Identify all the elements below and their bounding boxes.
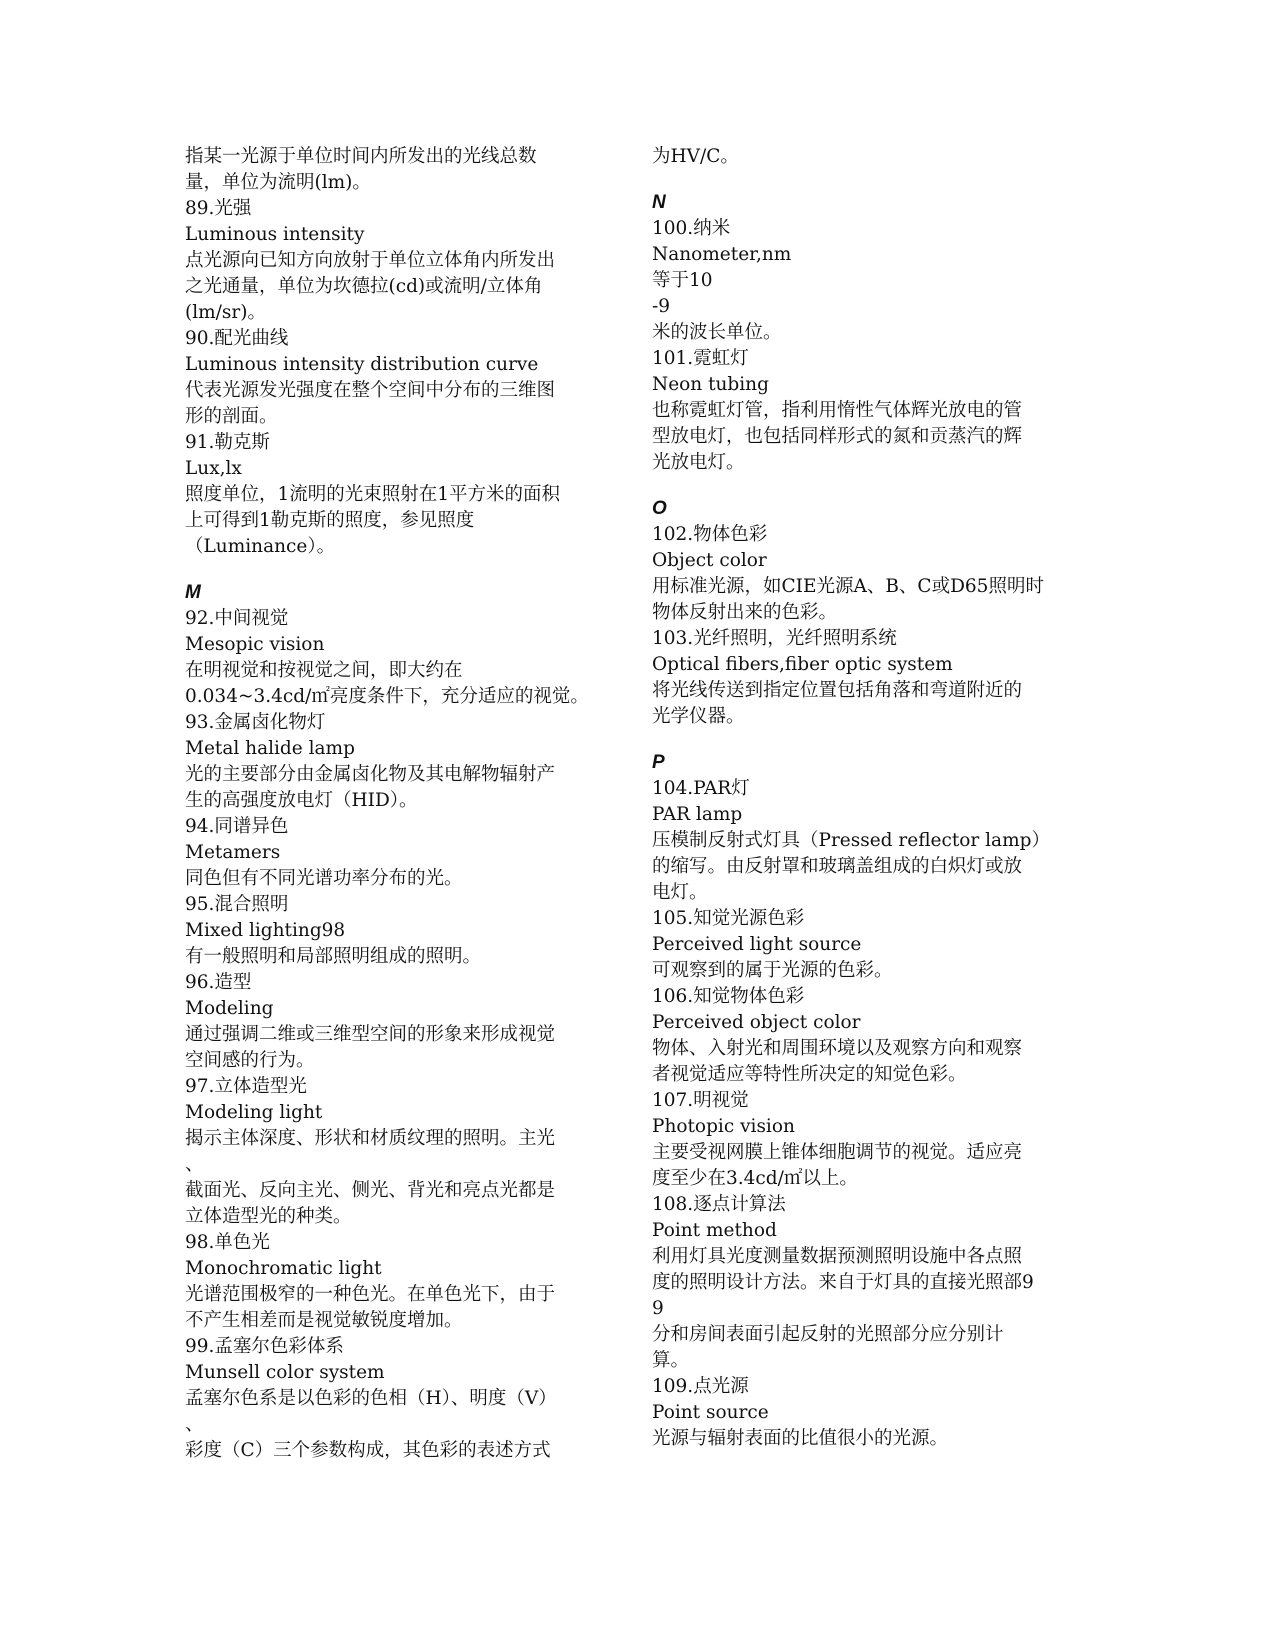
text-line: 彩度（C）三个参数构成，其色彩的表述方式 (185, 1440, 551, 1461)
text-line: 100.纳米 (652, 218, 731, 239)
text-line: 揭示主体深度、形状和材质纹理的照明。主光 (185, 1128, 556, 1149)
text-line: 同色但有不同光谱功率分布的光。 (185, 868, 463, 889)
text-line: Point method (652, 1220, 777, 1241)
text-line: 95.混合照明 (185, 894, 289, 915)
text-line: Neon tubing (652, 374, 769, 395)
text-line: 108.逐点计算法 (652, 1194, 786, 1215)
text-line: Object color (652, 550, 767, 571)
text-line: 、 (185, 1154, 204, 1175)
section-letter-heading: O (652, 498, 667, 519)
text-line: 的缩写。由反射罩和玻璃盖组成的白炽灯或放 (652, 856, 1023, 877)
text-line: 107.明视觉 (652, 1090, 749, 1111)
text-line: Luminous intensity (185, 224, 365, 245)
section-gap (652, 170, 1082, 190)
text-line: 空间感的行为。 (185, 1050, 315, 1071)
text-line: Luminous intensity distribution curve (185, 354, 539, 375)
text-line: Perceived light source (652, 934, 862, 955)
text-line: 照度单位，1流明的光束照射在1平方米的面积 (185, 484, 561, 505)
text-line: 97.立体造型光 (185, 1076, 307, 1097)
text-line: 用标准光源，如CIE光源A、B、C或D65照明时 (652, 576, 1044, 597)
text-line: 99.孟塞尔色彩体系 (185, 1336, 344, 1357)
text-line: 度的照明设计方法。来自于灯具的直接光照部9 (652, 1272, 1034, 1293)
text-line: 等于10 (652, 270, 713, 291)
text-line: 106.知觉物体色彩 (652, 986, 805, 1007)
text-line: Modeling light (185, 1102, 323, 1123)
text-line: 压模制反射式灯具（Pressed reflector lamp） (652, 830, 1050, 851)
text-line: 型放电灯，也包括同样形式的氮和贡蒸汽的辉 (652, 426, 1023, 447)
section-gap (652, 476, 1082, 496)
right-column (652, 144, 1082, 1452)
text-line: 截面光、反向主光、侧光、背光和亮点光都是 (185, 1180, 556, 1201)
text-line: 分和房间表面引起反射的光照部分应分别计 (652, 1324, 1004, 1345)
text-line: 光放电灯。 (652, 452, 745, 473)
text-line: Nanometer,nm (652, 244, 792, 265)
text-line: 9 (652, 1298, 664, 1319)
text-line: 生的高强度放电灯（HID）。 (185, 790, 418, 811)
text-line: 形的剖面。 (185, 406, 278, 427)
text-line: 104.PAR灯 (652, 778, 750, 799)
text-line: 电灯。 (652, 882, 708, 903)
text-line: 98.单色光 (185, 1232, 270, 1253)
text-line: 92.中间视觉 (185, 608, 289, 629)
text-line: Perceived object color (652, 1012, 861, 1033)
text-line: Photopic vision (652, 1116, 795, 1137)
text-line: Mesopic vision (185, 634, 325, 655)
text-line: 点光源向已知方向放射于单位立体角内所发出 (185, 250, 556, 271)
text-line: 之光通量，单位为坎德拉(cd)或流明/立体角 (185, 276, 543, 297)
text-line: 米的波长单位。 (652, 322, 782, 343)
text-line: Monochromatic light (185, 1258, 382, 1279)
text-line: -9 (652, 296, 671, 317)
text-line: 量，单位为流明(lm)。 (185, 172, 371, 193)
text-line: 指某一光源于单位时间内所发出的光线总数 (185, 146, 537, 167)
text-line: 通过强调二维或三维型空间的形象来形成视觉 (185, 1024, 556, 1045)
text-line: 109.点光源 (652, 1376, 749, 1397)
text-line: Mixed lighting98 (185, 920, 346, 941)
text-line: Optical fibers,fiber optic system (652, 654, 953, 675)
text-line: Lux,lx (185, 458, 242, 479)
text-line: 度至少在3.4cd/㎡以上。 (652, 1168, 858, 1189)
text-line: 代表光源发光强度在整个空间中分布的三维图 (185, 380, 556, 401)
text-line: 主要受视网膜上锥体细胞调节的视觉。适应亮 (652, 1142, 1023, 1163)
text-line: 103.光纤照明，光纤照明系统 (652, 628, 897, 649)
text-line: 利用灯具光度测量数据预测照明设施中各点照 (652, 1246, 1023, 1267)
text-line: 105.知觉光源色彩 (652, 908, 805, 929)
text-line: Modeling (185, 998, 274, 1019)
section-letter-heading: M (185, 582, 201, 603)
text-line: (lm/sr)。 (185, 302, 266, 323)
text-line: 立体造型光的种类。 (185, 1206, 352, 1227)
section-letter-heading: N (652, 192, 666, 213)
text-line: 光学仪器。 (652, 706, 745, 727)
text-line: Munsell color system (185, 1362, 385, 1383)
section-gap (652, 730, 1082, 750)
text-line: 者视觉适应等特性所决定的知觉色彩。 (652, 1064, 967, 1085)
text-line: 有一般照明和局部照明组成的照明。 (185, 946, 482, 967)
section-gap (185, 560, 605, 580)
text-line: Metal halide lamp (185, 738, 355, 759)
text-line: 、 (185, 1414, 204, 1435)
text-line: 也称霓虹灯管，指利用惰性气体辉光放电的管 (652, 400, 1023, 421)
text-line: 物体、入射光和周围环境以及观察方向和观察 (652, 1038, 1023, 1059)
text-line: Metamers (185, 842, 281, 863)
text-line: 不产生相差而是视觉敏锐度增加。 (185, 1310, 463, 1331)
text-line: Point source (652, 1402, 769, 1423)
text-line: 91.勒克斯 (185, 432, 270, 453)
text-line: 光的主要部分由金属卤化物及其电解物辐射产 (185, 764, 556, 785)
text-line: 在明视觉和按视觉之间，即大约在 (185, 660, 463, 681)
text-line: 可观察到的属于光源的色彩。 (652, 960, 893, 981)
text-line: 物体反射出来的色彩。 (652, 602, 838, 623)
text-line: 光源与辐射表面的比值很小的光源。 (652, 1428, 949, 1449)
text-line: 102.物体色彩 (652, 524, 768, 545)
text-line: 将光线传送到指定位置包括角落和弯道附近的 (652, 680, 1023, 701)
left-column (185, 144, 605, 1464)
text-line: 94.同谱异色 (185, 816, 289, 837)
text-line: 101.霓虹灯 (652, 348, 749, 369)
text-line: 孟塞尔色系是以色彩的色相（H）、明度（V） (185, 1388, 557, 1409)
text-line: PAR lamp (652, 804, 743, 825)
text-line: 算。 (652, 1350, 690, 1371)
text-line: 90.配光曲线 (185, 328, 289, 349)
section-letter-heading: P (652, 752, 665, 773)
text-line: （Luminance）。 (185, 536, 336, 557)
text-line: 0.034~3.4cd/㎡亮度条件下，充分适应的视觉。 (185, 686, 589, 707)
text-line: 光谱范围极窄的一种色光。在单色光下，由于 (185, 1284, 556, 1305)
text-line: 上可得到1勒克斯的照度，参见照度 (185, 510, 475, 531)
text-line: 93.金属卤化物灯 (185, 712, 326, 733)
text-line: 89.光强 (185, 198, 252, 219)
text-line: 为HV/C。 (652, 146, 739, 167)
text-line: 96.造型 (185, 972, 252, 993)
